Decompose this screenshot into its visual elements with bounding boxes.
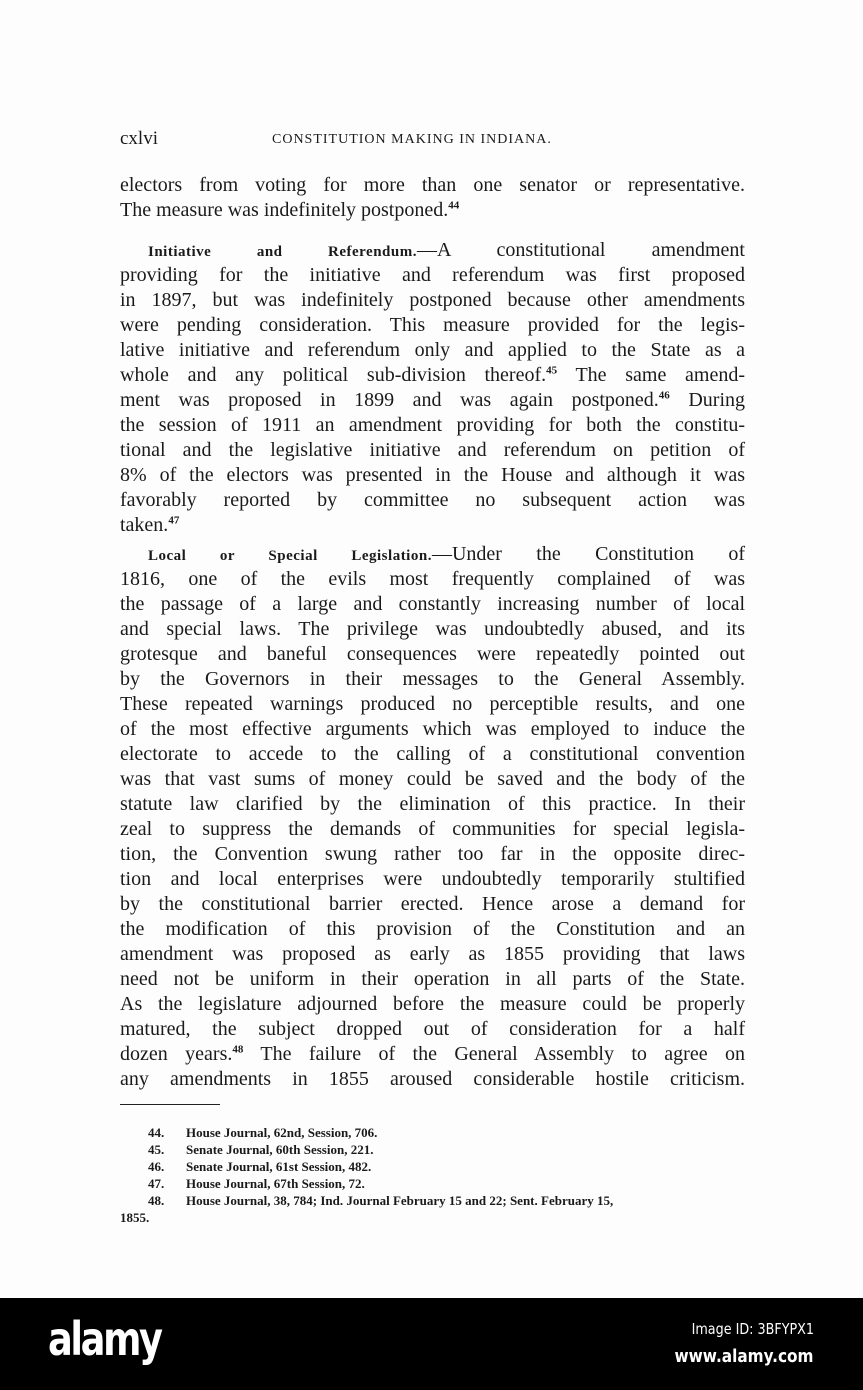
text-line <box>120 338 745 363</box>
footnote-ref: 48 <box>232 1043 244 1056</box>
line-text: in 1897, but was indefinitely postponed because other amendments <box>120 289 745 311</box>
footnote-number: 45. <box>148 1142 165 1157</box>
section-heading: Initiative and Referendum. <box>148 244 417 260</box>
text-line <box>120 198 745 223</box>
text-line <box>120 238 745 263</box>
line-text: whole and any political sub-division thereof. <box>120 364 547 386</box>
line-text: any amendments in 1855 aroused considerable hostile criticism. <box>120 1068 745 1090</box>
footnote-number: 44. <box>148 1125 165 1140</box>
footnote <box>120 1124 760 1141</box>
line-text: need not be uniform in their operation in all parts of the State. <box>120 968 745 990</box>
text-line <box>120 817 745 842</box>
footnote-text: House Journal, 38, 784; Ind. Journal February 15 and 22; Sent. February 15, <box>186 1193 614 1208</box>
text-line <box>120 742 745 767</box>
line-text: zeal to suppress the demands of communities for special legisla- <box>120 818 745 840</box>
footnote-text: Senate Journal, 60th Session, 221. <box>186 1142 374 1157</box>
footnote-number: 47. <box>148 1176 165 1191</box>
line-text: tional and the legislative initiative and referendum on petition of <box>120 439 745 461</box>
line-text: favorably reported by committee no subsequent action was <box>120 489 745 511</box>
line-text: ment was proposed in 1899 and was again postponed. <box>120 389 659 411</box>
line-text: taken. <box>120 514 169 536</box>
line-text: of the most effective arguments which was employed to induce the <box>120 718 745 740</box>
line-text: the passage of a large and constantly increasing number of local <box>120 593 745 615</box>
line-text: statute law clarified by the elimination of this practice. In their <box>120 793 745 815</box>
footnote-ref: 44 <box>448 199 460 212</box>
text-line <box>120 767 745 792</box>
footnote-text: House Journal, 62nd, Session, 706. <box>186 1125 378 1140</box>
text-line <box>120 992 745 1017</box>
text-line <box>120 867 745 892</box>
text-line <box>120 542 745 567</box>
footnote <box>120 1158 760 1175</box>
text-line <box>120 513 745 538</box>
footnote-ref: 46 <box>658 389 670 402</box>
line-text: was that vast sums of money could be saved and the body of the <box>120 768 745 790</box>
text-line <box>120 842 745 867</box>
line-text: providing for the initiative and referendum was first proposed <box>120 264 745 286</box>
text-line <box>120 1042 745 1067</box>
footnote <box>120 1192 760 1209</box>
section-heading: Local or Special Legislation. <box>148 548 432 564</box>
line-text: 8% of the electors was presented in the House and although it was <box>120 464 745 486</box>
footnote-ref: 47 <box>168 514 180 527</box>
text-line <box>120 717 745 742</box>
text-line <box>120 363 745 388</box>
text-line <box>120 413 745 438</box>
text-line <box>120 892 745 917</box>
image-id: Image ID: 3BFYPX1 <box>691 1320 814 1338</box>
line-text: electors from voting for more than one senator or representative. <box>120 174 745 196</box>
text-line <box>120 388 745 413</box>
page-number: cxlvi <box>120 128 158 149</box>
text-line <box>120 567 745 592</box>
footnote <box>120 1141 760 1158</box>
alamy-logo: alamy <box>48 1312 161 1366</box>
line-text: amendment was proposed as early as 1855 providing that laws <box>120 943 745 965</box>
line-text: lative initiative and referendum only and applied to the State as a <box>120 339 745 361</box>
footnote-number: 46. <box>148 1159 165 1174</box>
line-text: The same amend- <box>557 364 745 386</box>
footnote-ref: 45 <box>546 364 558 377</box>
text-line <box>120 1067 745 1092</box>
text-line <box>120 667 745 692</box>
running-title: CONSTITUTION MAKING IN INDIANA. <box>272 132 552 147</box>
line-text: tion and local enterprises were undoubtedly temporarily stultified <box>120 868 745 890</box>
line-text: grotesque and baneful consequences were repeatedly pointed out <box>120 643 745 665</box>
watermark-footer <box>0 1298 863 1390</box>
line-text: These repeated warnings produced no perceptible results, and one <box>120 693 745 715</box>
text-line <box>120 173 745 198</box>
line-text: matured, the subject dropped out of consideration for a half <box>120 1018 745 1040</box>
text-line <box>120 917 745 942</box>
line-text: During <box>669 389 745 411</box>
line-text: —A constitutional amendment <box>416 239 745 261</box>
line-text: dozen years. <box>120 1043 233 1065</box>
text-line <box>120 967 745 992</box>
text-line <box>120 438 745 463</box>
footnote-number: 48. <box>148 1193 165 1208</box>
text-line <box>120 942 745 967</box>
line-text: As the legislature adjourned before the measure could be properly <box>120 993 745 1015</box>
line-text: —Under the Constitution of <box>431 543 745 565</box>
footnote-divider <box>120 1104 220 1105</box>
text-line <box>120 692 745 717</box>
site-url: www.alamy.com <box>675 1346 814 1367</box>
footnote-text: House Journal, 67th Session, 72. <box>186 1176 365 1191</box>
footnote <box>120 1175 760 1192</box>
text-line <box>120 1017 745 1042</box>
text-line <box>120 642 745 667</box>
line-text: The measure was indefinitely postponed. <box>120 199 449 221</box>
text-line <box>120 263 745 288</box>
text-line <box>120 488 745 513</box>
line-text: the modification of this provision of the Constitution and an <box>120 918 745 940</box>
line-text: by the constitutional barrier erected. Hence arose a demand for <box>120 893 745 915</box>
footnote-continuation: 1855. <box>120 1210 150 1225</box>
line-text: by the Governors in their messages to the General Assembly. <box>120 668 745 690</box>
text-line <box>120 463 745 488</box>
line-text: tion, the Convention swung rather too far in the opposite direc- <box>120 843 745 865</box>
line-text: 1816, one of the evils most frequently complained of was <box>120 568 745 590</box>
text-line <box>120 792 745 817</box>
body-text <box>120 173 745 1092</box>
text-line <box>120 592 745 617</box>
footnotes <box>120 1124 760 1226</box>
text-line <box>120 313 745 338</box>
line-text: electorate to accede to the calling of a constitutional convention <box>120 743 745 765</box>
line-text: were pending consideration. This measure provided for the legis- <box>120 314 745 336</box>
line-text: and special laws. The privilege was undoubtedly abused, and its <box>120 618 745 640</box>
footnote-text: Senate Journal, 61st Session, 482. <box>186 1159 372 1174</box>
line-text: The failure of the General Assembly to agree on <box>243 1043 745 1065</box>
text-line <box>120 288 745 313</box>
line-text: the session of 1911 an amendment providing for both the constitu- <box>120 414 745 436</box>
text-line <box>120 617 745 642</box>
